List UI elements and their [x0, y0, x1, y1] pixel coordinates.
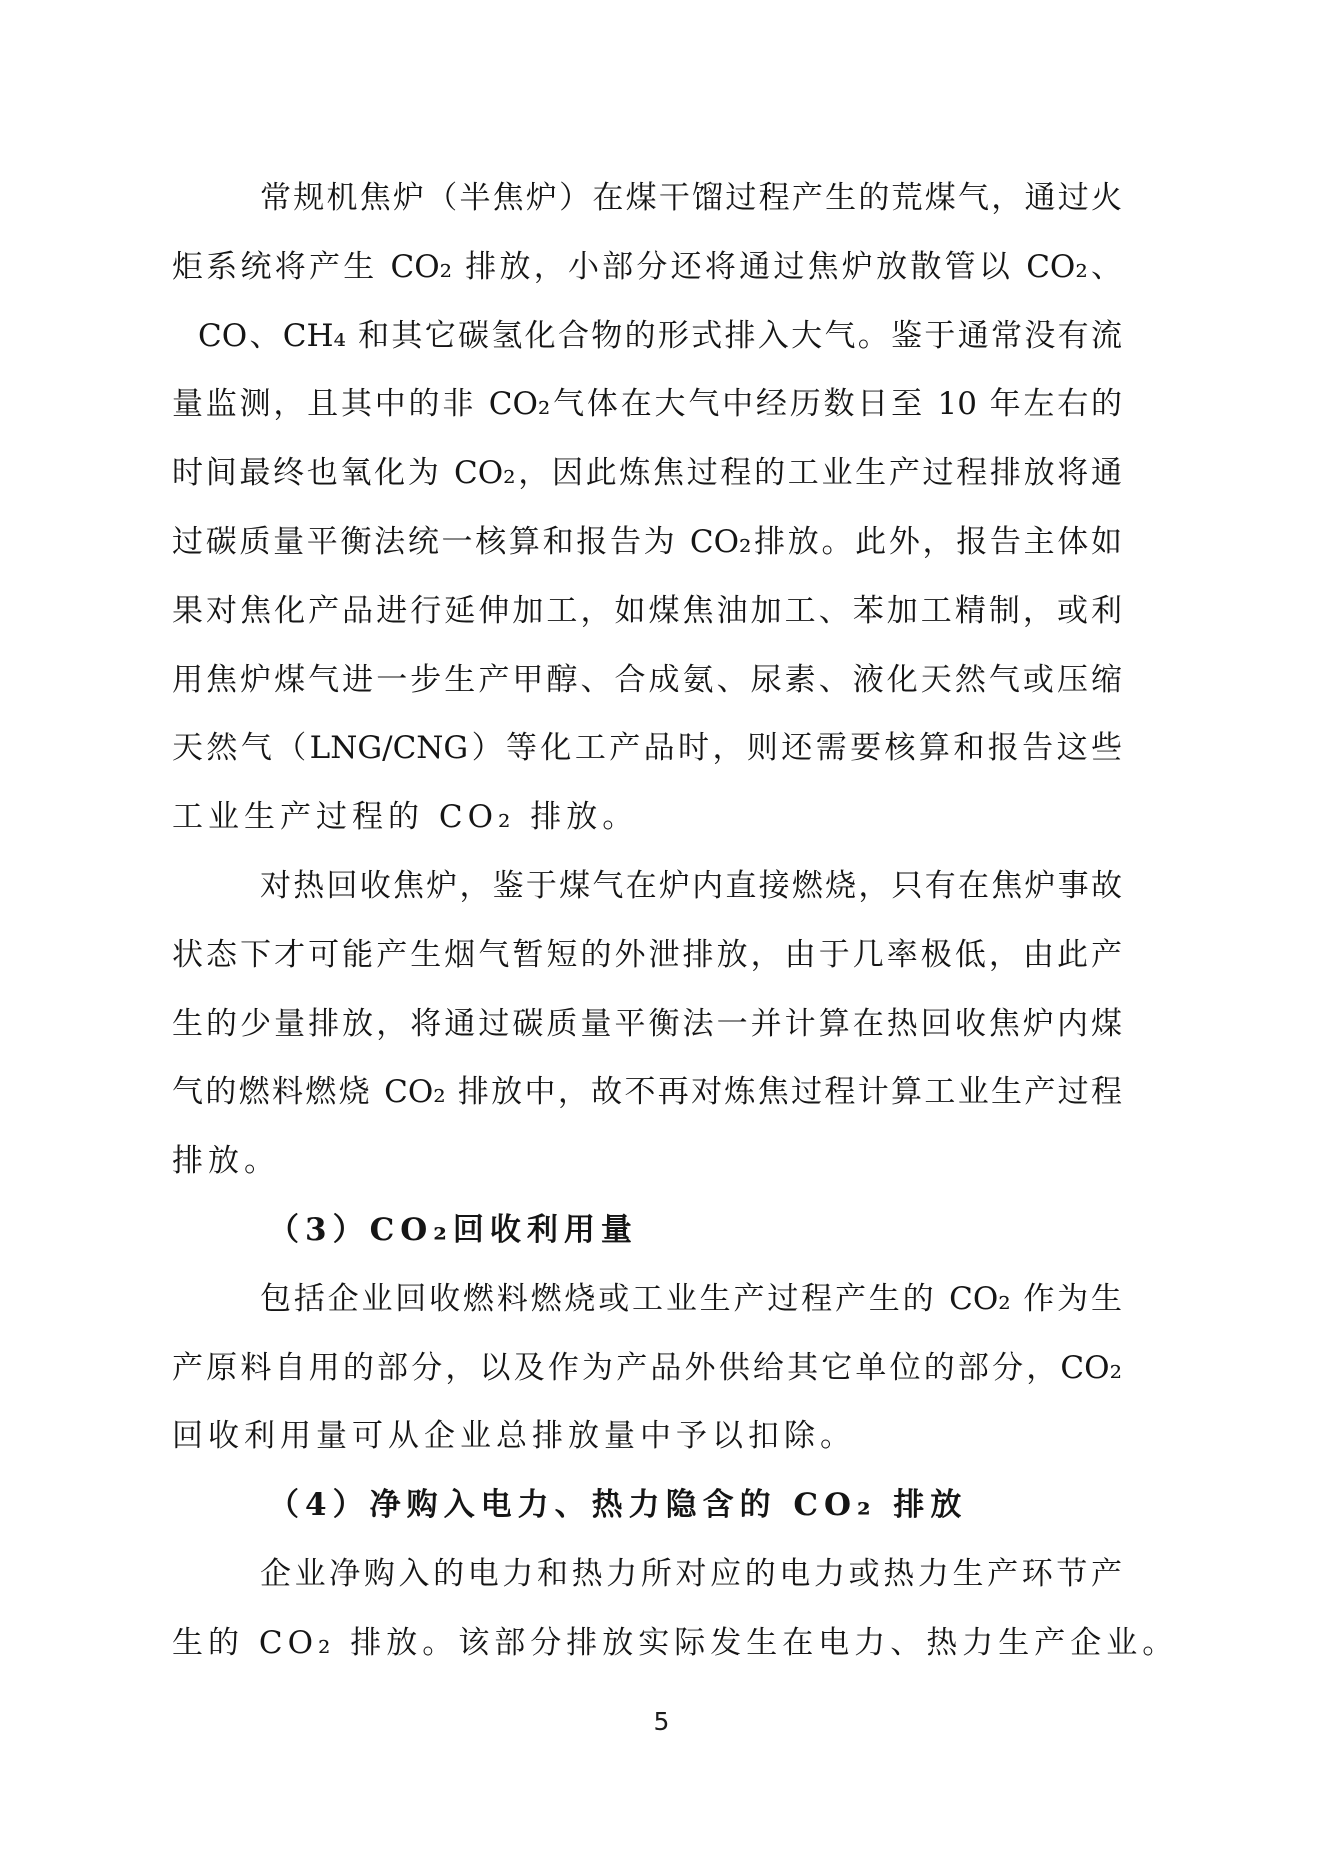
document-body	[172, 164, 1179, 1678]
text-line: 时间最终也氧化为 CO₂，因此炼焦过程的工业生产过程排放将通	[172, 455, 1122, 492]
text-line: 过碳质量平衡法统一核算和报告为 CO₂排放。此外，报告主体如	[172, 523, 1122, 560]
paragraph	[172, 1540, 1179, 1678]
page-number: 5	[653, 1707, 670, 1736]
text-line: 企业净购入的电力和热力所对应的电力或热力生产环节产	[260, 1555, 1122, 1592]
section-heading-4	[172, 1471, 1122, 1540]
text-line: 常规机焦炉（半焦炉）在煤干馏过程产生的荒煤气，通过火	[260, 180, 1122, 216]
text-line: 生的 CO₂ 排放。该部分排放实际发生在电力、热力生产企业。	[172, 1624, 1179, 1661]
text-line: 果对焦化产品进行延伸加工，如煤焦油加工、苯加工精制，或利	[172, 592, 1122, 629]
text-line: 生的少量排放，将通过碳质量平衡法一并计算在热回收焦炉内煤	[172, 1005, 1122, 1042]
text-line: 量监测，且其中的非 CO₂气体在大气中经历数日至 10 年左右的	[172, 386, 1122, 423]
text-line: 天然气（LNG/CNG）等化工产品时，则还需要核算和报告这些	[172, 730, 1122, 767]
text-line: 用焦炉煤气进一步生产甲醇、合成氨、尿素、液化天然气或压缩	[172, 661, 1122, 698]
paragraph	[172, 164, 1122, 852]
text-line: 排放。	[172, 1143, 280, 1180]
text-line: 状态下才可能产生烟气暂短的外泄排放，由于几率极低，由此产	[172, 936, 1122, 973]
text-line: CO、CH₄ 和其它碳氢化合物的形式排入大气。鉴于通常没有流	[198, 317, 1122, 354]
paragraph	[172, 1265, 1122, 1471]
text-line: 包括企业回收燃料燃烧或工业生产过程产生的 CO₂ 作为生	[260, 1280, 1122, 1317]
text-line: 产原料自用的部分，以及作为产品外供给其它单位的部分，CO₂	[172, 1349, 1122, 1386]
text-line: 气的燃料燃烧 CO₂ 排放中，故不再对炼焦过程计算工业生产过程	[172, 1074, 1122, 1111]
heading-line: （3）CO₂回收利用量	[268, 1211, 638, 1248]
text-line: 炬系统将产生 CO₂ 排放，小部分还将通过焦炉放散管以 CO₂、	[172, 248, 1122, 285]
section-heading-3	[172, 1196, 1122, 1265]
heading-line: （4）净购入电力、热力隐含的 CO₂ 排放	[268, 1487, 968, 1524]
text-line: 工业生产过程的 CO₂ 排放。	[172, 799, 639, 836]
paragraph	[172, 852, 1122, 1196]
text-line: 回收利用量可从企业总排放量中予以扣除。	[172, 1418, 856, 1455]
text-line: 对热回收焦炉，鉴于煤气在炉内直接燃烧，只有在焦炉事故	[260, 867, 1122, 904]
